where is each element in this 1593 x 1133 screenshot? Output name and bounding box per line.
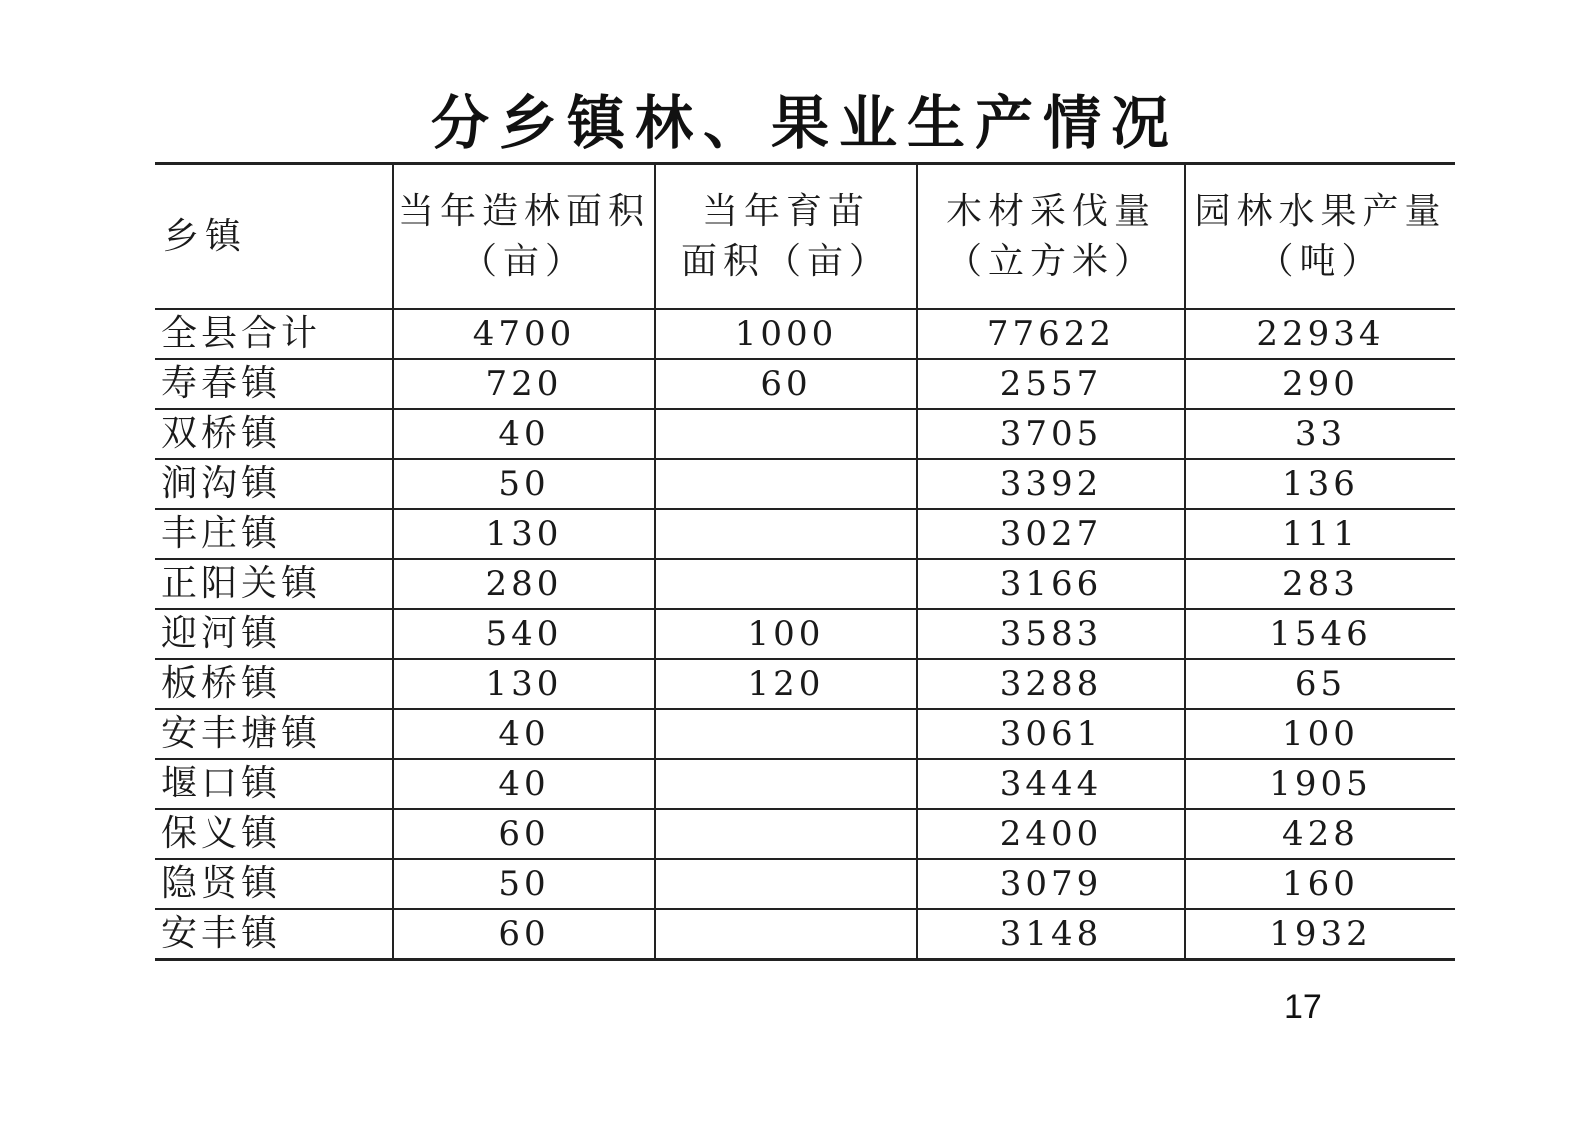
cell-fruit: 428 — [1185, 809, 1455, 859]
cell-fruit: 111 — [1185, 509, 1455, 559]
cell-afforestation: 280 — [393, 559, 655, 609]
table-row — [155, 559, 1455, 609]
cell-fruit: 283 — [1185, 559, 1455, 609]
page-title: 分乡镇林、果业生产情况 — [430, 89, 1179, 157]
cell-town: 丰庄镇 — [161, 513, 282, 554]
cell-nursery — [655, 759, 917, 809]
cell-afforestation: 540 — [393, 609, 655, 659]
header-timber-line1: 木材采伐量 — [945, 190, 1156, 232]
cell-fruit: 22934 — [1185, 309, 1455, 359]
cell-town: 迎河镇 — [161, 613, 282, 654]
cell-afforestation: 130 — [393, 509, 655, 559]
table-row — [155, 809, 1455, 859]
cell-town: 安丰镇 — [161, 913, 282, 954]
cell-nursery — [655, 409, 917, 459]
cell-fruit: 290 — [1185, 359, 1455, 409]
cell-timber: 3444 — [917, 759, 1185, 809]
table-row — [155, 709, 1455, 759]
cell-nursery: 1000 — [655, 309, 917, 359]
cell-timber: 2400 — [917, 809, 1185, 859]
cell-nursery — [655, 909, 917, 960]
cell-timber: 3288 — [917, 659, 1185, 709]
cell-afforestation: 40 — [393, 709, 655, 759]
table-row — [155, 509, 1455, 559]
cell-afforestation: 60 — [393, 809, 655, 859]
cell-timber: 3705 — [917, 409, 1185, 459]
header-nursery-line1: 当年育苗 — [701, 190, 870, 232]
header-afforestation-line1: 当年造林面积 — [397, 190, 650, 232]
header-fruit-line2: （吨） — [1257, 240, 1384, 282]
header-nursery — [655, 164, 917, 310]
cell-town: 全县合计 — [161, 313, 322, 354]
cell-fruit: 33 — [1185, 409, 1455, 459]
cell-nursery — [655, 859, 917, 909]
table-row — [155, 859, 1455, 909]
table-row — [155, 659, 1455, 709]
cell-afforestation: 40 — [393, 759, 655, 809]
cell-timber: 3166 — [917, 559, 1185, 609]
cell-nursery — [655, 559, 917, 609]
cell-nursery: 100 — [655, 609, 917, 659]
cell-fruit: 160 — [1185, 859, 1455, 909]
cell-fruit: 100 — [1185, 709, 1455, 759]
cell-timber: 3079 — [917, 859, 1185, 909]
cell-nursery — [655, 709, 917, 759]
cell-afforestation: 130 — [393, 659, 655, 709]
cell-nursery: 120 — [655, 659, 917, 709]
cell-afforestation: 4700 — [393, 309, 655, 359]
table-row — [155, 459, 1455, 509]
header-town-label: 乡镇 — [163, 215, 248, 257]
table-row — [155, 309, 1455, 359]
table-row — [155, 409, 1455, 459]
table-row — [155, 909, 1455, 960]
cell-fruit: 136 — [1185, 459, 1455, 509]
cell-timber: 3027 — [917, 509, 1185, 559]
cell-town: 隐贤镇 — [161, 863, 282, 904]
cell-town: 板桥镇 — [161, 663, 282, 704]
table-row — [155, 759, 1455, 809]
table-row — [155, 359, 1455, 409]
cell-town: 保义镇 — [161, 813, 282, 854]
header-town — [155, 164, 393, 310]
cell-nursery — [655, 809, 917, 859]
cell-timber: 2557 — [917, 359, 1185, 409]
cell-timber: 77622 — [917, 309, 1185, 359]
cell-timber: 3061 — [917, 709, 1185, 759]
header-row — [155, 164, 1455, 310]
cell-town: 堰口镇 — [161, 763, 282, 804]
cell-nursery: 60 — [655, 359, 917, 409]
cell-town: 寿春镇 — [161, 363, 282, 404]
table-row — [155, 609, 1455, 659]
header-timber — [917, 164, 1185, 310]
header-afforestation-line2: （亩） — [460, 240, 587, 282]
page-number: 17 — [1284, 988, 1322, 1026]
cell-town: 涧沟镇 — [161, 463, 282, 504]
header-afforestation — [393, 164, 655, 310]
forestry-fruit-table — [155, 162, 1455, 961]
cell-timber: 3148 — [917, 909, 1185, 960]
cell-timber: 3583 — [917, 609, 1185, 659]
cell-nursery — [655, 509, 917, 559]
cell-timber: 3392 — [917, 459, 1185, 509]
cell-nursery — [655, 459, 917, 509]
cell-town: 双桥镇 — [161, 413, 282, 454]
cell-afforestation: 50 — [393, 859, 655, 909]
cell-afforestation: 720 — [393, 359, 655, 409]
cell-fruit: 1546 — [1185, 609, 1455, 659]
cell-fruit: 1905 — [1185, 759, 1455, 809]
cell-town: 安丰塘镇 — [161, 713, 322, 754]
cell-afforestation: 40 — [393, 409, 655, 459]
header-fruit-line1: 园林水果产量 — [1194, 190, 1447, 232]
cell-fruit: 1932 — [1185, 909, 1455, 960]
header-fruit — [1185, 164, 1455, 310]
cell-fruit: 65 — [1185, 659, 1455, 709]
cell-town: 正阳关镇 — [161, 563, 322, 604]
cell-afforestation: 60 — [393, 909, 655, 960]
cell-afforestation: 50 — [393, 459, 655, 509]
header-nursery-line2: 面积（亩） — [680, 240, 891, 282]
header-timber-line2: （立方米） — [945, 240, 1156, 282]
